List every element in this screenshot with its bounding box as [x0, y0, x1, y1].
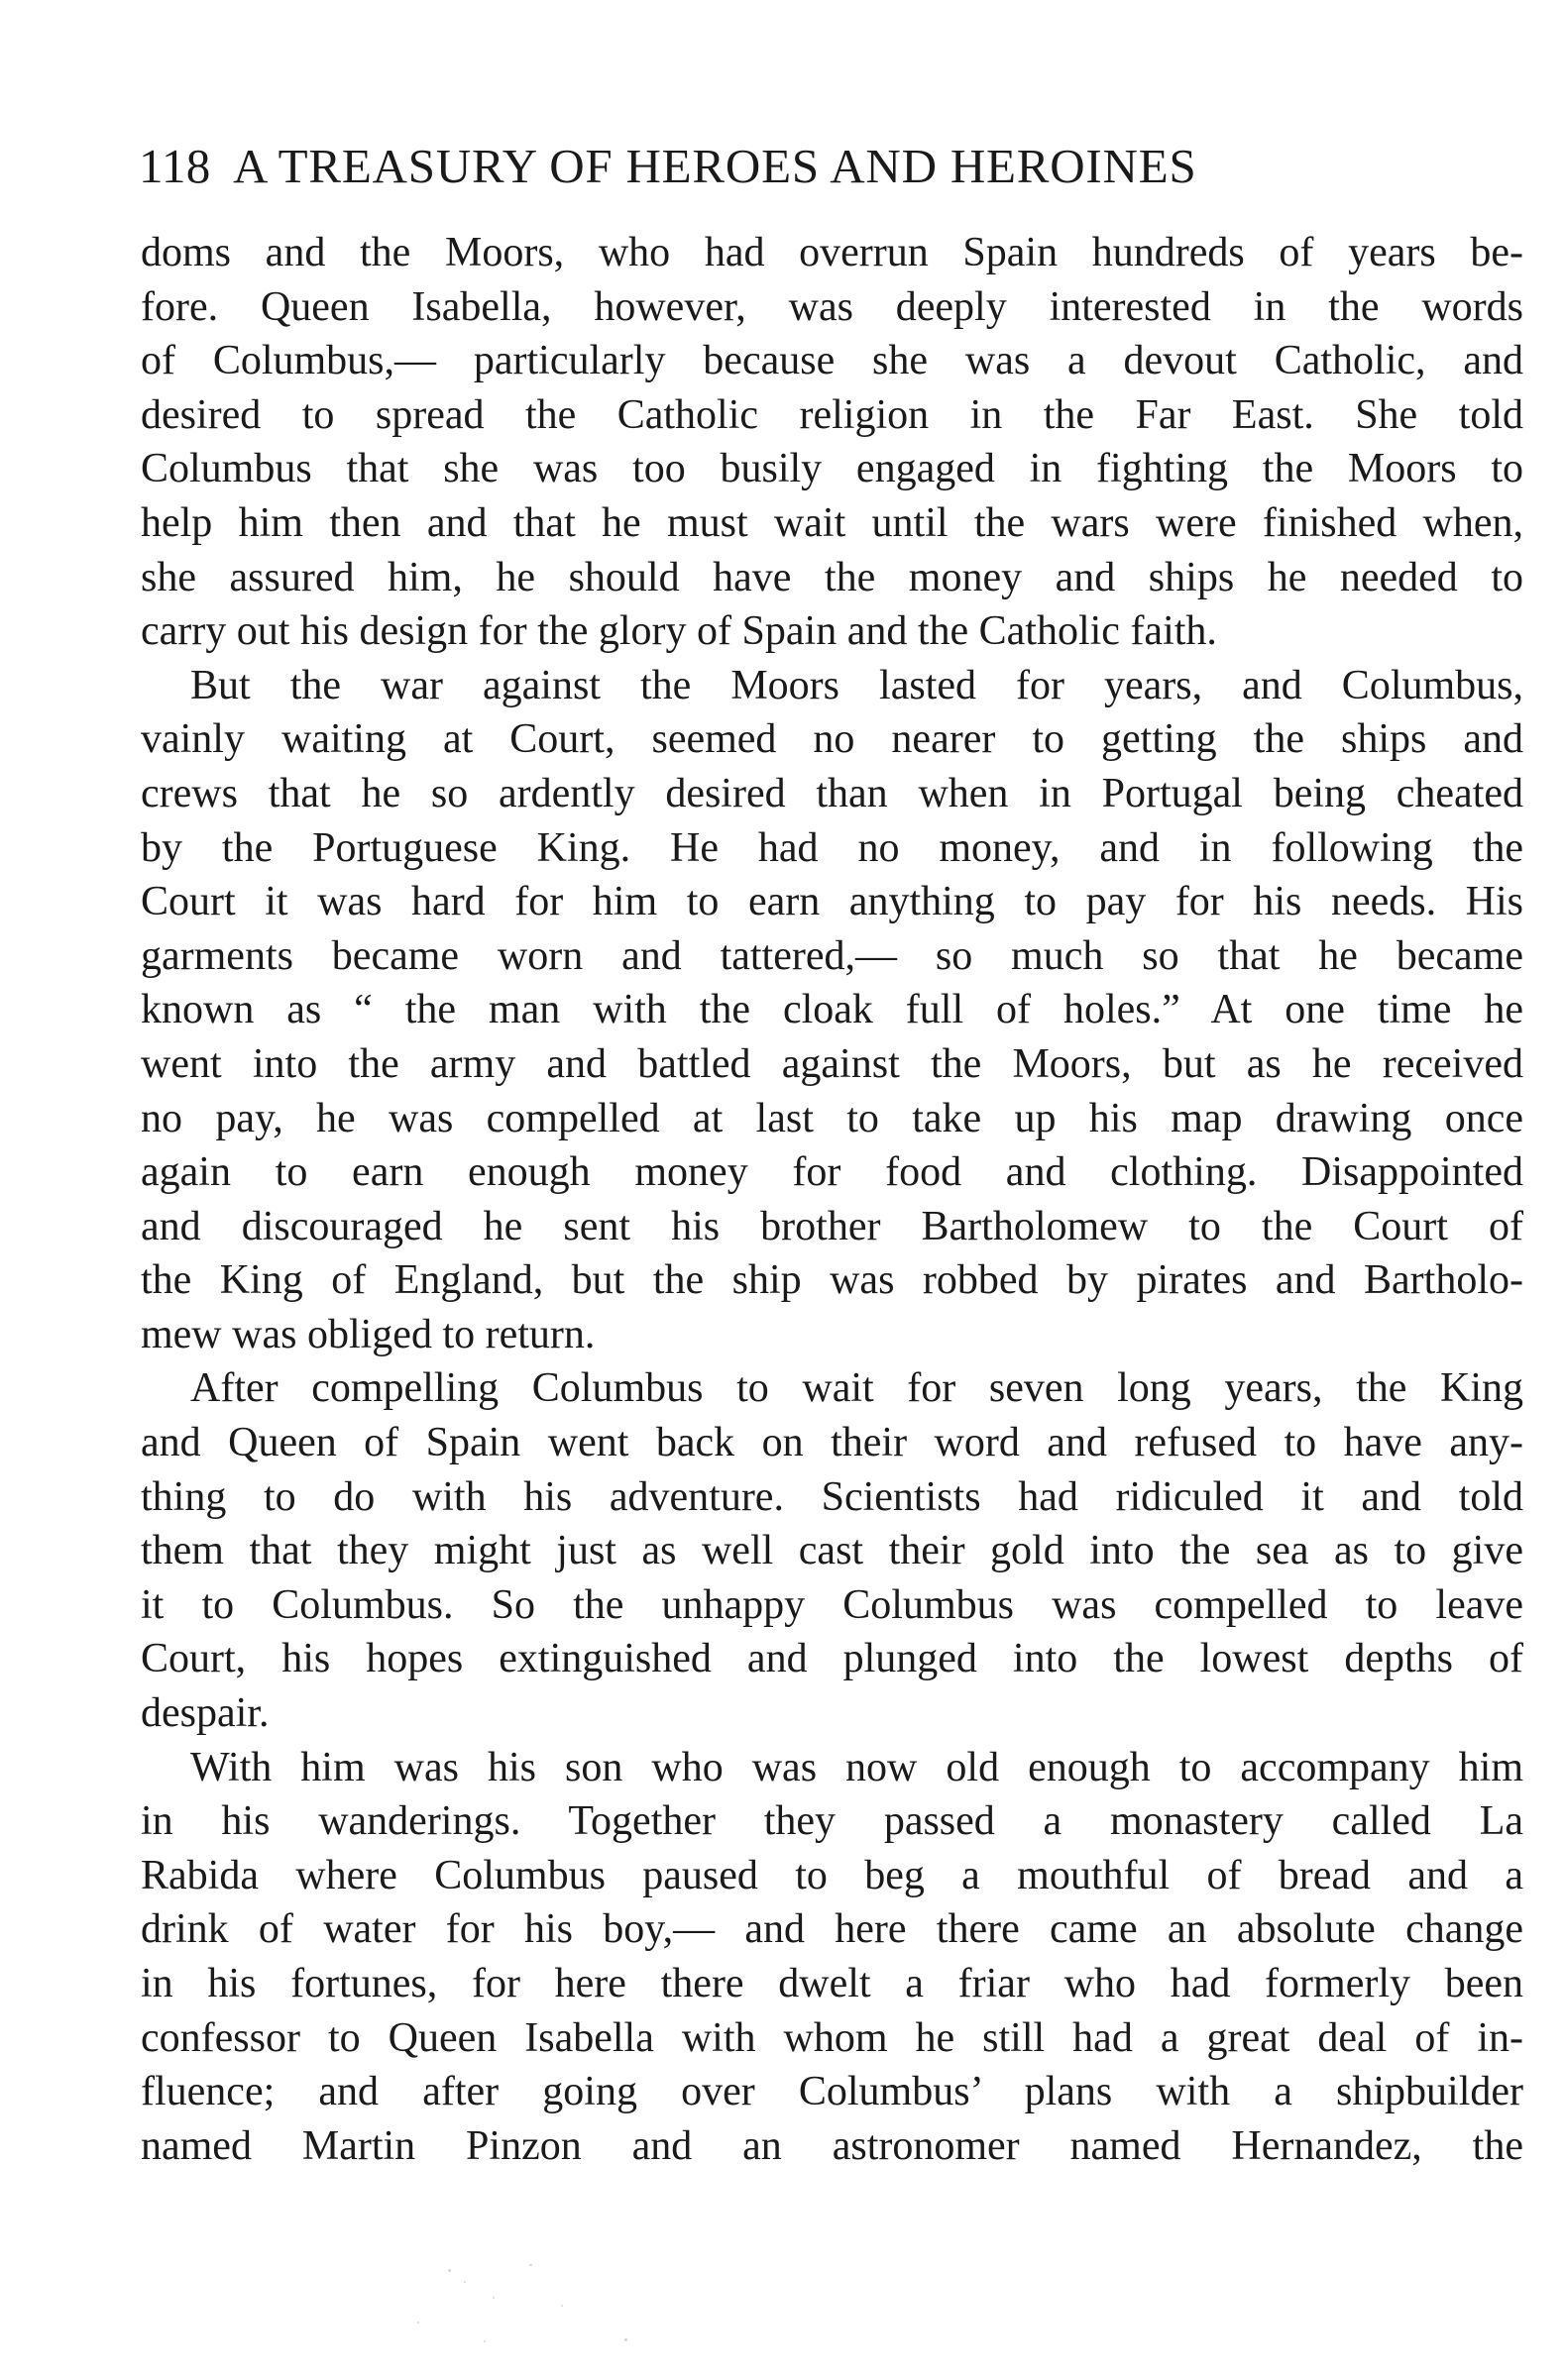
- paragraph: [141, 1741, 1523, 2174]
- paper-speck: [529, 2264, 532, 2266]
- page-number: 118: [139, 139, 211, 193]
- paragraph: [141, 1361, 1523, 1740]
- text-line: in his fortunes, for here there dwelt a friar who had formerly been: [141, 1961, 1523, 2006]
- text-line: With him was his son who was now old enough to accompany him: [190, 1744, 1523, 1790]
- text-line: the King of England, but the ship was robbed by pirates and Bartholo-: [141, 1257, 1523, 1304]
- text-line: by the Portuguese King. He had no money, and in following the: [141, 824, 1523, 871]
- text-line: again to earn enough money for food and clothing. Disappointed: [141, 1149, 1523, 1196]
- text-line: known as “ the man with the cloak full of holes.” At one time he: [141, 987, 1523, 1033]
- text-line: Columbus that she was too busily engaged in fighting the Moors to: [141, 446, 1523, 492]
- paper-speck: [493, 2297, 495, 2299]
- paper-speck: [561, 2305, 563, 2307]
- paper-speck: [417, 2322, 419, 2324]
- running-title: A TREASURY OF HEROES AND HEROINES: [233, 139, 1197, 193]
- paper-speck: [464, 2281, 466, 2283]
- text-line: But the war against the Moors lasted for years, and Columbus,: [190, 662, 1523, 708]
- paper-speck: [624, 2338, 627, 2341]
- running-header: [139, 137, 1526, 196]
- text-line: mew was obliged to return.: [141, 1311, 596, 1357]
- text-line: vainly waiting at Court, seemed no nearer to getting the ships and: [141, 716, 1523, 763]
- text-line: fluence; and after going over Columbus’ plans with a shipbuilder: [141, 2069, 1523, 2115]
- text-line: garments became worn and tattered,— so much so that he became: [141, 932, 1523, 979]
- text-line: went into the army and battled against the Moors, but as he received: [141, 1040, 1523, 1087]
- text-line: in his wanderings. Together they passed a monastery called La: [141, 1798, 1523, 1845]
- text-line: help him then and that he must wait until the wars were finished when,: [141, 499, 1523, 546]
- text-line: doms and the Moors, who had overrun Spain hundreds of years be-: [141, 230, 1523, 275]
- text-line: despair.: [141, 1690, 270, 1737]
- paper-speck: [484, 2340, 486, 2342]
- text-line: confessor to Queen Isabella with whom he still had a great deal of in-: [141, 2014, 1523, 2061]
- text-line: carry out his design for the glory of Spain and the Catholic faith.: [141, 608, 1217, 655]
- text-line: After compelling Columbus to wait for seven long years, the King: [190, 1365, 1523, 1412]
- paper-speck: [448, 2269, 451, 2272]
- text-line: of Columbus,— particularly because she was a devout Catholic, and: [141, 338, 1523, 384]
- text-line: thing to do with his adventure. Scientists had ridiculed it and told: [141, 1473, 1523, 1520]
- paragraph: [141, 226, 1523, 659]
- text-line: drink of water for his boy,— and here there came an absolute change: [141, 1906, 1523, 1953]
- paragraph: [141, 659, 1523, 1362]
- text-line: Rabida where Columbus paused to beg a mouthful of bread and a: [141, 1852, 1523, 1898]
- text-line: them that they might just as well cast their gold into the sea as to give: [141, 1528, 1523, 1574]
- text-line: it to Columbus. So the unhappy Columbus was compelled to leave: [141, 1581, 1523, 1628]
- text-line: no pay, he was compelled at last to take up his map drawing once: [141, 1095, 1523, 1141]
- text-line: and Queen of Spain went back on their word and refused to have any-: [141, 1420, 1523, 1466]
- text-line: and discouraged he sent his brother Bartholomew to the Court of: [141, 1203, 1523, 1249]
- text-line: she assured him, he should have the money and ships he needed to: [141, 554, 1523, 600]
- text-line: desired to spread the Catholic religion in the Far East. She told: [141, 391, 1523, 438]
- text-line: fore. Queen Isabella, however, was deeply interested in the words: [141, 283, 1523, 330]
- text-line: crews that he so ardently desired than when in Portugal being cheated: [141, 770, 1523, 816]
- text-line: Court, his hopes extinguished and plunged into the lowest depths of: [141, 1636, 1523, 1682]
- text-line: named Martin Pinzon and an astronomer named Hernandez, the: [141, 2122, 1523, 2169]
- text-line: Court it was hard for him to earn anything to pay for his needs. His: [141, 879, 1523, 925]
- body-text: [141, 226, 1523, 2173]
